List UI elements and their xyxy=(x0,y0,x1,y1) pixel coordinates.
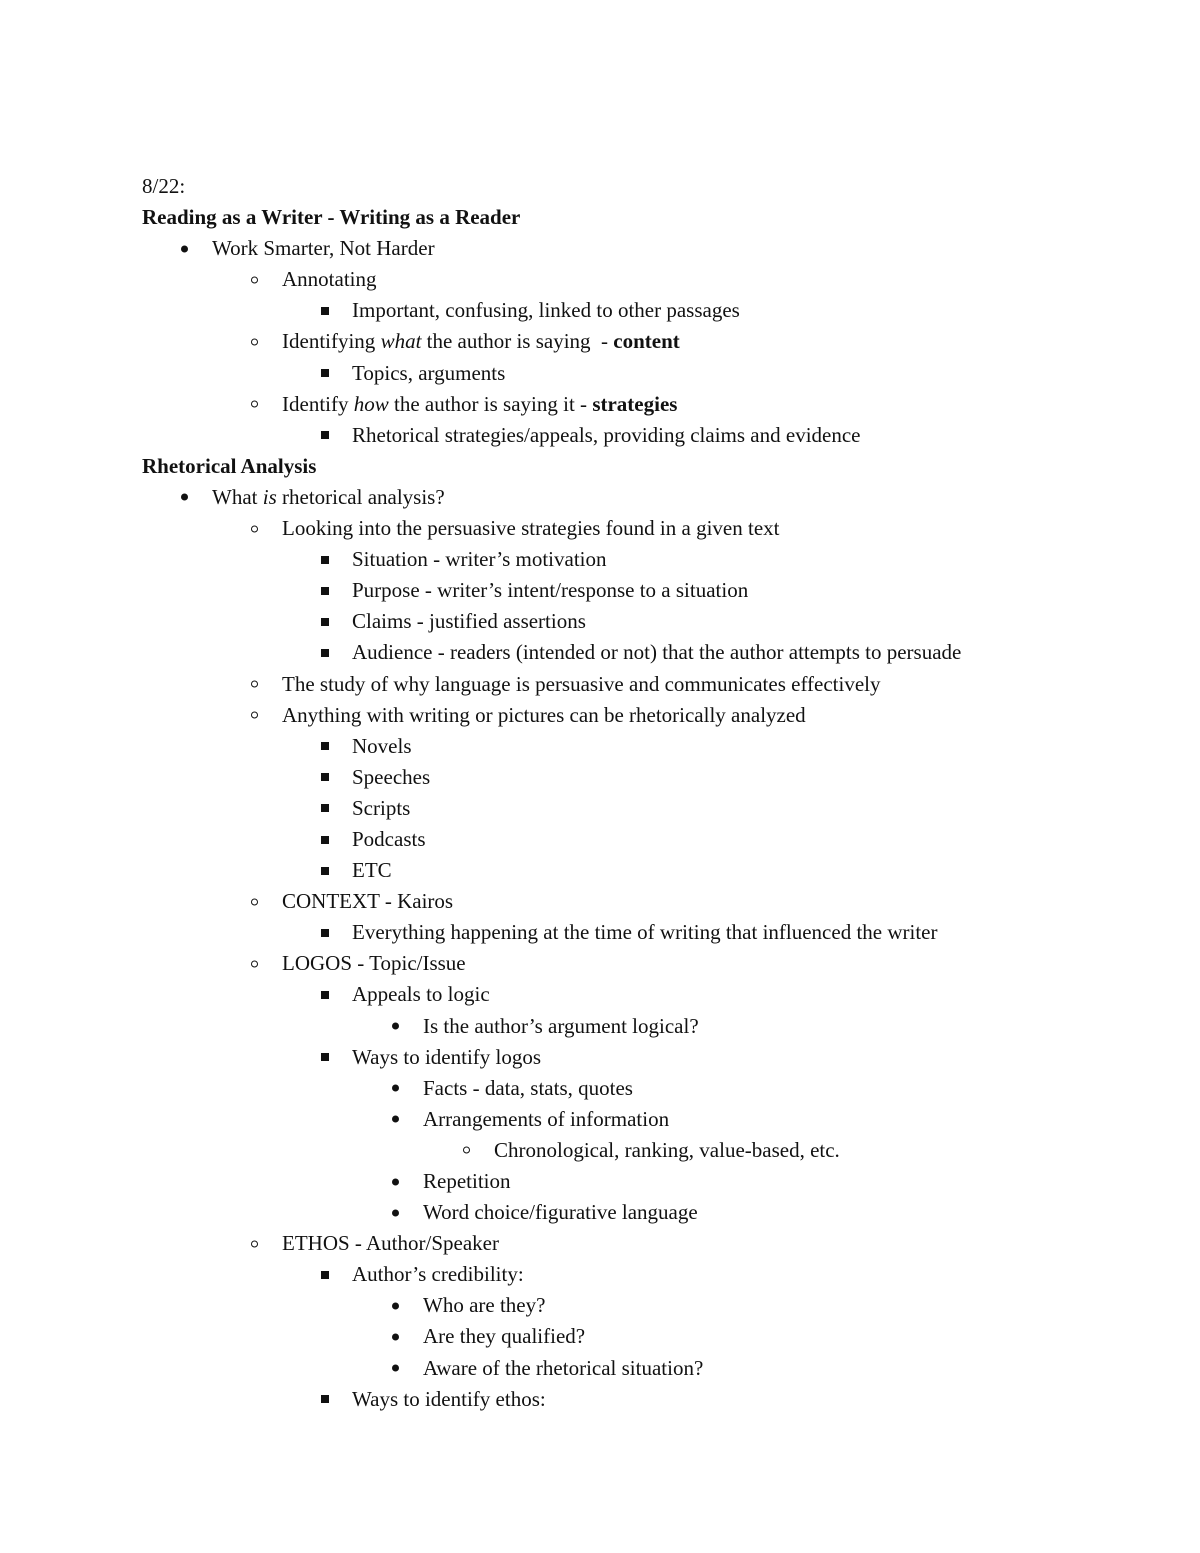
square-bullet-icon xyxy=(321,307,329,315)
square-bullet-icon xyxy=(321,929,329,937)
list-item: Chronological, ranking, value-based, etc. xyxy=(142,1135,1142,1166)
square-bullet-icon xyxy=(321,1053,329,1061)
square-bullet-icon xyxy=(321,773,329,781)
filled-dot-bullet-icon xyxy=(392,1209,399,1216)
list-item: Situation - writer’s motivation xyxy=(142,544,1142,575)
list-item: Everything happening at the time of writing that influenced the writer xyxy=(142,917,1142,948)
list-item: Identify how the author is saying it - strategies xyxy=(142,389,1142,420)
filled-dot-bullet-icon xyxy=(181,494,188,501)
list-item: Ways to identify ethos: xyxy=(142,1384,1142,1415)
hollow-circle-bullet-icon xyxy=(251,401,258,408)
list-item: Important, confusing, linked to other passages xyxy=(142,295,1142,326)
list-item: Facts - data, stats, quotes xyxy=(142,1073,1142,1104)
list-item: LOGOS - Topic/Issue xyxy=(142,948,1142,979)
square-bullet-icon xyxy=(321,804,329,812)
filled-dot-bullet-icon xyxy=(392,1302,399,1309)
list-item: Annotating xyxy=(142,264,1142,295)
square-bullet-icon xyxy=(321,991,329,999)
list-item: Who are they? xyxy=(142,1290,1142,1321)
square-bullet-icon xyxy=(321,742,329,750)
filled-dot-bullet-icon xyxy=(392,1085,399,1092)
list-item: Rhetorical strategies/appeals, providing claims and evidence xyxy=(142,420,1142,451)
square-bullet-icon xyxy=(321,618,329,626)
section-heading-rhetorical-analysis: Rhetorical Analysis xyxy=(142,453,317,478)
hollow-circle-bullet-icon xyxy=(251,339,258,346)
list-item: Is the author’s argument logical? xyxy=(142,1011,1142,1042)
list-item: Topics, arguments xyxy=(142,358,1142,389)
list-item: Scripts xyxy=(142,793,1142,824)
list-item: Podcasts xyxy=(142,824,1142,855)
list-item: Looking into the persuasive strategies found in a given text xyxy=(142,513,1142,544)
list-item: Work Smarter, Not Harder xyxy=(142,233,1142,264)
square-bullet-icon xyxy=(321,431,329,439)
list-item: ETC xyxy=(142,855,1142,886)
square-bullet-icon xyxy=(321,1395,329,1403)
hollow-circle-bullet-icon xyxy=(251,712,258,719)
filled-dot-bullet-icon xyxy=(392,1178,399,1185)
filled-dot-bullet-icon xyxy=(392,1023,399,1030)
list-item: Aware of the rhetorical situation? xyxy=(142,1353,1142,1384)
square-bullet-icon xyxy=(321,836,329,844)
hollow-circle-bullet-icon xyxy=(251,681,258,688)
list-item: Repetition xyxy=(142,1166,1142,1197)
section-heading-reading: Reading as a Writer - Writing as a Reader xyxy=(142,205,521,230)
square-bullet-icon xyxy=(321,556,329,564)
list-item: Purpose - writer’s intent/response to a situation xyxy=(142,575,1142,606)
list-item: ETHOS - Author/Speaker xyxy=(142,1228,1142,1259)
filled-dot-bullet-icon xyxy=(392,1365,399,1372)
list-item: The study of why language is persuasive and communicates effectively xyxy=(142,669,1142,700)
list-item: Claims - justified assertions xyxy=(142,606,1142,637)
hollow-circle-bullet-icon xyxy=(251,960,258,967)
list-item: CONTEXT - Kairos xyxy=(142,886,1142,917)
hollow-circle-bullet-icon xyxy=(463,1147,470,1154)
list-item: Appeals to logic xyxy=(142,979,1142,1010)
list-item: What is rhetorical analysis? xyxy=(142,482,1142,513)
list-item: Anything with writing or pictures can be rhetorically analyzed xyxy=(142,700,1142,731)
list-item: Identifying what the author is saying - content xyxy=(142,326,1142,357)
filled-dot-bullet-icon xyxy=(392,1334,399,1341)
list-item: Speeches xyxy=(142,762,1142,793)
square-bullet-icon xyxy=(321,587,329,595)
square-bullet-icon xyxy=(321,1271,329,1279)
notes-page xyxy=(142,171,1142,1415)
list-item: Arrangements of information xyxy=(142,1104,1142,1135)
square-bullet-icon xyxy=(321,369,329,377)
hollow-circle-bullet-icon xyxy=(251,276,258,283)
list-item: Word choice/figurative language xyxy=(142,1197,1142,1228)
list-item: Are they qualified? xyxy=(142,1321,1142,1352)
list-item: Audience - readers (intended or not) that the author attempts to persuade xyxy=(142,637,1142,668)
date-line: 8/22: xyxy=(142,174,186,198)
hollow-circle-bullet-icon xyxy=(251,898,258,905)
hollow-circle-bullet-icon xyxy=(251,1240,258,1247)
filled-dot-bullet-icon xyxy=(181,245,188,252)
filled-dot-bullet-icon xyxy=(392,1116,399,1123)
hollow-circle-bullet-icon xyxy=(251,525,258,532)
list-item: Novels xyxy=(142,731,1142,762)
list-item: Ways to identify logos xyxy=(142,1042,1142,1073)
list-item: Author’s credibility: xyxy=(142,1259,1142,1290)
square-bullet-icon xyxy=(321,649,329,657)
square-bullet-icon xyxy=(321,867,329,875)
